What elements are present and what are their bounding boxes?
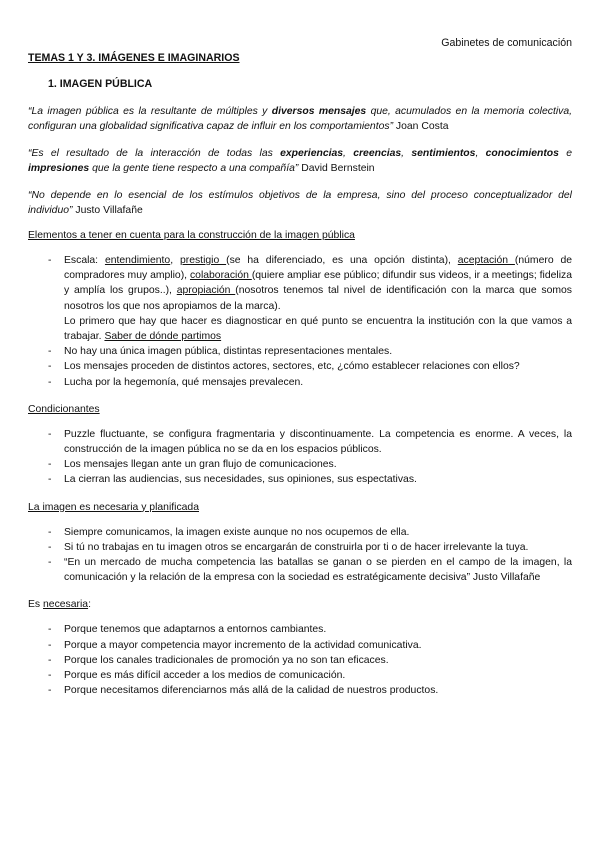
list-item: - Siempre comunicamos, la imagen existe aunque no nos ocupemos de ella.	[28, 525, 572, 540]
list-item: - Lucha por la hegemonía, qué mensajes prevalecen.	[28, 375, 572, 390]
es-necesaria-list	[28, 622, 572, 698]
list-item: - Los mensajes llegan ante un gran flujo de comunicaciones.	[28, 457, 572, 472]
quote-author: Joan Costa	[393, 121, 449, 132]
quote-author: David Bernstein	[298, 163, 375, 174]
list-item: - Porque tenemos que adaptarnos a entornos cambiantes.	[28, 622, 572, 637]
quote-joan-costa: “La imagen pública es la resultante de múltiples y diversos mensajes que, acumulados en la memoria colectiva, configuran una globalidad significativa capaz de influir en los comportamientos” Joan Costa	[28, 106, 572, 132]
necesaria-list	[28, 525, 572, 586]
list-item: - Los mensajes proceden de distintos actores, sectores, etc, ¿cómo establecer relaciones con ellos?	[28, 359, 572, 374]
list-item: - Porque a mayor competencia mayor incremento de la actividad comunicativa.	[28, 638, 572, 653]
necesaria-heading: La imagen es necesaria y planificada	[28, 501, 199, 513]
main-title: TEMAS 1 Y 3. IMÁGENES E IMAGINARIOS	[28, 52, 240, 64]
list-item: - “En un mercado de mucha competencia las batallas se ganan o se pierden en el campo de la imagen, la comunicación y la relación de la empresa con la sociedad es estratégicamente decisiva” Justo Villafañe	[28, 555, 572, 585]
quote-david-bernstein: “Es el resultado de la interacción de todas las experiencias, creencias, sentimientos, conocimientos e impresiones que la gente tiene respecto a una compañía” David Bernstein	[28, 148, 572, 174]
list-item-escala: - Escala: entendimiento, prestigio (se ha diferenciado, es una opción distinta), aceptación (número de compradores muy amplio), colaboración (quiere ampliar ese público; difundir sus videos, ir a meetings; fideliza y amplía los grupos..), apropiación (nosotros tenemos tal nivel de identificación con la marca que somos nosotros los que nos apropiamos de la marca). Lo primero que hay que hacer es diagnosticar en qué punto se encuentra la institución con la que vamos a trabajar. Saber de dónde partimos	[28, 253, 572, 344]
list-item: - Porque necesitamos diferenciarnos más allá de la calidad de nuestros productos.	[28, 683, 572, 698]
es-necesaria-heading: Es necesaria:	[28, 599, 91, 611]
condicionantes-heading: Condicionantes	[28, 403, 100, 415]
elementos-list	[28, 253, 572, 390]
list-item: - Si tú no trabajas en tu imagen otros se encargarán de construirla por ti o de hacer irrelevante la tuya.	[28, 540, 572, 555]
course-header: Gabinetes de comunicación	[441, 37, 572, 49]
list-item: - Porque es más difícil acceder a los medios de comunicación.	[28, 668, 572, 683]
list-item: - Puzzle fluctuante, se configura fragmentaria y discontinuamente. La competencia es enorme. A veces, la construcción de la imagen pública no se da en los espacios públicos.	[28, 427, 572, 457]
list-item: - No hay una única imagen pública, distintas representaciones mentales.	[28, 344, 572, 359]
list-item: - La cierran las audiencias, sus necesidades, sus opiniones, sus espectativas.	[28, 472, 572, 487]
quote-justo-villafane: “No depende en lo esencial de los estímulos objetivos de la empresa, sino del proceso conceptualizador del individuo” Justo Villafañe	[28, 190, 572, 216]
elementos-heading: Elementos a tener en cuenta para la construcción de la imagen pública	[28, 230, 355, 241]
list-item: - Porque los canales tradicionales de promoción ya no son tan eficaces.	[28, 653, 572, 668]
condicionantes-list	[28, 427, 572, 488]
quote-author: Justo Villafañe	[72, 205, 143, 216]
document-body	[28, 52, 572, 712]
section-title: 1. IMAGEN PÚBLICA	[48, 78, 153, 90]
